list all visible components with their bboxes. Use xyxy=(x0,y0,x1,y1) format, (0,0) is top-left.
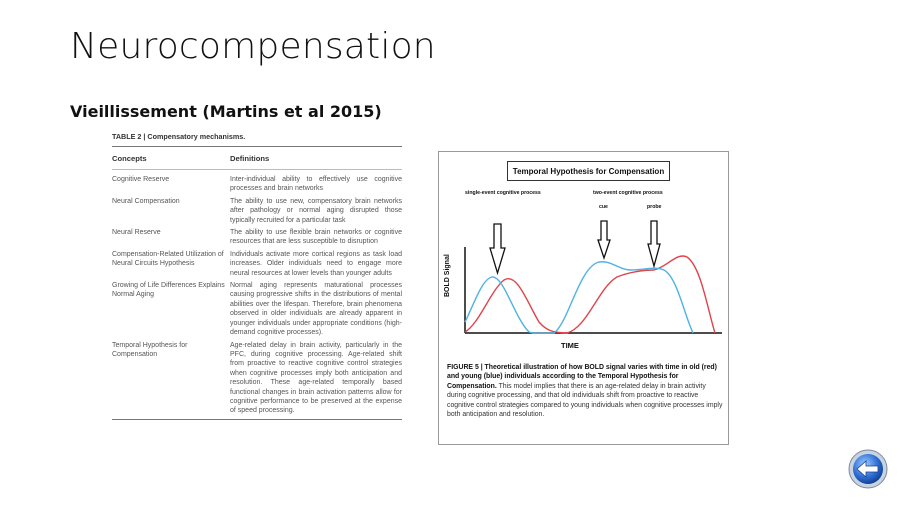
table-row xyxy=(112,197,402,225)
concept-cell: Neural Compensation xyxy=(112,197,180,205)
label-single-event: single-event cognitive process xyxy=(465,190,541,196)
column-header-definitions: Definitions xyxy=(230,153,270,163)
table-row xyxy=(112,228,402,247)
figure-title-box: Temporal Hypothesis for Compensation xyxy=(507,161,670,181)
table-bottom-rule xyxy=(112,419,402,420)
down-arrow-icon xyxy=(490,224,505,273)
column-header-concepts: Concepts xyxy=(112,153,147,163)
table-row xyxy=(112,341,402,416)
concept-cell: Temporal Hypothesis for Compensation xyxy=(112,341,188,358)
x-axis-label: TIME xyxy=(561,341,579,350)
definition-cell: Inter-individual ability to effectively use cognitive processes and brain networks xyxy=(230,176,402,193)
concept-cell: Neural Reserve xyxy=(112,229,161,237)
table-row xyxy=(112,281,402,337)
slide-title: Neurocompensation xyxy=(70,26,436,67)
figure-caption-bold: FIGURE 5 | Theoretical illustration of how BOLD signal varies with time in old (red) and young (blue) individuals according to the Temporal Hypothesis for Compensation. xyxy=(447,364,717,390)
table-header-row xyxy=(112,147,402,170)
definition-cell: Normal aging represents maturational processes causing progressive shifts in the distributions of mental abilities over the lifespan. Therefore, brain phenomena observed in older individuals are already apparent in younger individuals under appropriate conditions (high-demand cognitive processes). xyxy=(230,282,402,337)
table-row xyxy=(112,175,402,194)
definition-cell: The ability to use new, compensatory brain networks after pathology or normal aging disrupted those typically recruited for a particular task xyxy=(230,197,402,224)
concept-cell: Cognitive Reserve xyxy=(112,176,170,183)
figure-caption xyxy=(447,363,723,419)
label-probe: probe xyxy=(647,204,662,210)
figure-5 xyxy=(438,151,729,445)
down-arrow-icon xyxy=(648,221,660,266)
concept-cell: Growing of Life Differences Explains Normal Aging xyxy=(112,282,225,299)
figure-caption-text: This model implies that there is an age-related delay in brain activity during cognitive processing, and that old individuals shift from proactive to reactive cognitive control strategies compared to young individuals when cognitive processes imply both anticipation and resolution. xyxy=(447,382,723,419)
compensatory-mechanisms-table xyxy=(112,132,402,420)
label-cue: cue xyxy=(599,204,608,210)
definition-cell: Age-related delay in brain activity, particularly in the PFC, during cognitive processing. Age-related shift from proactive to reactive cognitive control strategies when cognitive processes imply both anticipation and resolution. These age-related temporally based functional changes in brain activation patterns allow for cognitive performance to be preserved at the expense of speed processing. xyxy=(230,341,402,415)
back-button[interactable] xyxy=(848,449,888,489)
young-curve xyxy=(465,262,693,334)
table-row xyxy=(112,250,402,278)
concept-cell: Compensation-Related Utilization of Neural Circuits Hypothesis xyxy=(112,250,224,268)
definition-cell: Individuals activate more cortical regions as task load increases. Older individuals need to engage more neural resources at lower levels than younger adults xyxy=(230,250,402,277)
table-caption: TABLE 2 | Compensatory mechanisms. xyxy=(112,132,402,147)
definition-cell: The ability to use flexible brain networks or cognitive resources that are less susceptible to disruption xyxy=(230,229,402,246)
table-body xyxy=(112,175,402,416)
back-arrow-icon xyxy=(848,449,888,489)
y-axis-label: BOLD Signal xyxy=(444,254,451,297)
down-arrow-icon xyxy=(598,221,610,258)
slide-subtitle: Vieillissement (Martins et al 2015) xyxy=(70,102,382,121)
label-two-event: two-event cognitive process xyxy=(593,190,663,196)
